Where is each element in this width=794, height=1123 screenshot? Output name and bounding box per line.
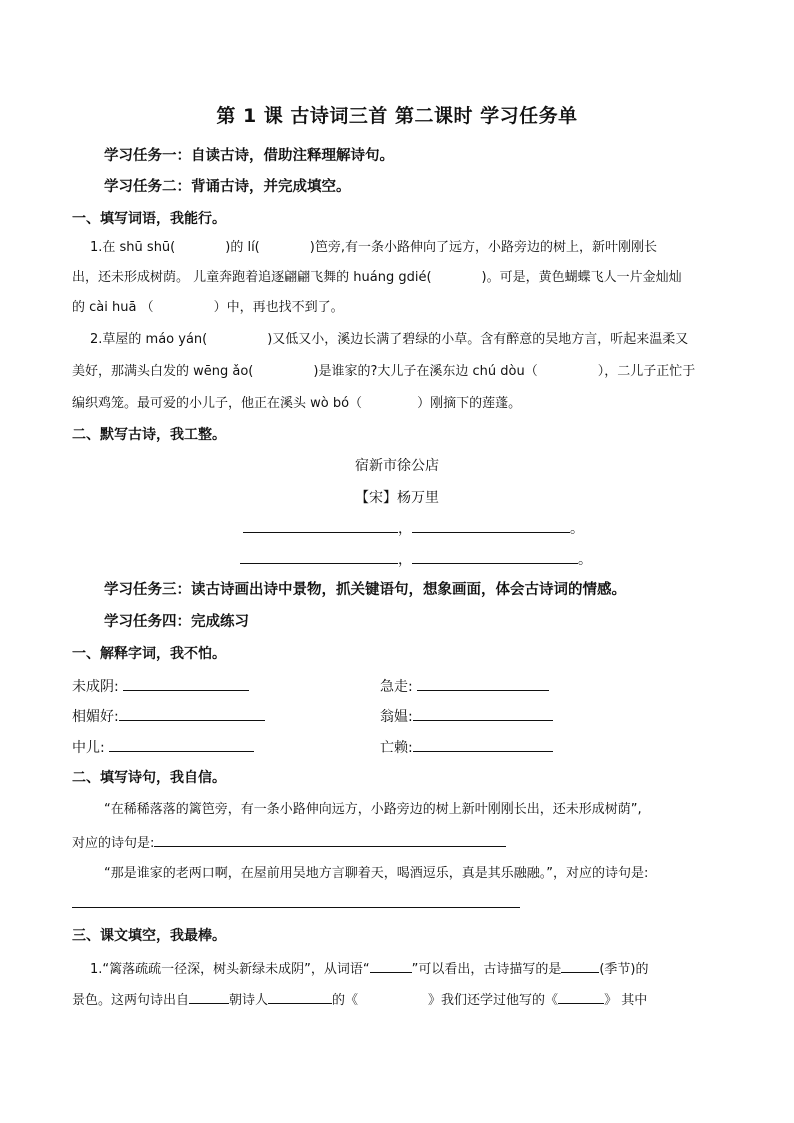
word-item-jizou bbox=[380, 676, 549, 697]
task-two: 学习任务二：背诵古诗，并完成填空。 bbox=[104, 179, 351, 195]
word-blank-1[interactable] bbox=[123, 676, 249, 691]
section-poem-heading: 二、默写古诗，我工整。 bbox=[72, 427, 226, 443]
word-label-6: 亡赖: bbox=[380, 740, 413, 756]
q3-line2 bbox=[72, 989, 647, 1011]
q3-text-g: 》我们还学过他写的《 bbox=[428, 993, 559, 1008]
q3-blank-poet[interactable] bbox=[268, 989, 332, 1004]
q3-text-b: ”可以看出，古诗描写的是 bbox=[411, 962, 562, 977]
q1-line2 bbox=[72, 268, 682, 288]
task-four: 学习任务四：完成练习 bbox=[104, 614, 249, 630]
poem-line1-blank-b[interactable] bbox=[412, 518, 570, 533]
word-blank-2[interactable] bbox=[417, 676, 549, 691]
q1-text-a: 1.在 shū shū( bbox=[90, 240, 176, 255]
poem-line2-blank-a[interactable] bbox=[240, 549, 398, 564]
q2-text-g: ）刚摘下的莲蓬。 bbox=[417, 396, 522, 411]
q1-text-g: ）中，再也找不到了。 bbox=[213, 300, 344, 315]
q3-line1 bbox=[90, 958, 649, 980]
q3-text-f: 的《 bbox=[332, 993, 359, 1008]
q3-blank-season[interactable] bbox=[561, 958, 599, 973]
q2-line2 bbox=[72, 362, 695, 382]
word-item-weichengyin bbox=[72, 676, 249, 697]
word-item-xiangmeihao bbox=[72, 706, 265, 727]
word-item-zhonger bbox=[72, 737, 254, 758]
q1-text-e: )。可是，黄色蝴蝶飞人一片金灿灿 bbox=[481, 270, 682, 285]
poem-line-1 bbox=[243, 518, 584, 539]
page-title: 第 1 课 古诗词三首 第二课时 学习任务单 bbox=[216, 105, 578, 127]
poem-author: 【宋】杨万里 bbox=[355, 490, 439, 506]
q2-text-a: 2.草屋的 máo yán( bbox=[90, 332, 208, 347]
fill1-blank[interactable] bbox=[154, 832, 506, 847]
fill1-prompt: “在稀稀落落的篱笆旁，有一条小路伸向远方，小路旁边的树上新叶刚刚长出，还未形成树荫”, bbox=[104, 802, 642, 817]
word-label-1: 未成阴: bbox=[72, 679, 119, 695]
task-three: 学习任务三：读古诗画出诗中景物，抓关键语句，想象画面，体会古诗词的情感。 bbox=[104, 582, 626, 598]
task-one: 学习任务一：自读古诗，借助注释理解诗句。 bbox=[104, 148, 394, 164]
q3-text-e: 朝诗人 bbox=[229, 993, 269, 1008]
q1-text-c: )笆旁,有一条小路伸向了远方，小路旁边的树上，新叶刚刚长 bbox=[309, 240, 657, 255]
word-item-wengao bbox=[380, 706, 553, 727]
q1-line1 bbox=[90, 238, 657, 258]
q3-text-a: 1.“篱落疏疏一径深，树头新绿未成阴”，从词语“ bbox=[90, 962, 370, 977]
fill1-answer-line bbox=[72, 832, 506, 854]
poem-line2-blank-b[interactable] bbox=[412, 549, 578, 564]
q3-text-h: 》 其中 bbox=[604, 993, 648, 1008]
q1-text-b: )的 lí( bbox=[225, 240, 260, 255]
word-label-5: 中儿: bbox=[72, 740, 105, 756]
q2-text-d: )是谁家的?大儿子在溪东边 chú dòu（ bbox=[313, 364, 538, 379]
q1-text-d: 出，还未形成树荫。 儿童奔跑着追逐翩翩飞舞的 huáng gdié( bbox=[72, 270, 432, 285]
poem-comma-2: ， bbox=[398, 552, 412, 568]
word-label-2: 急走: bbox=[380, 679, 413, 695]
q1-line3 bbox=[72, 298, 344, 318]
q3-blank-dynasty[interactable] bbox=[189, 989, 229, 1004]
section-fill-words-heading: 一、填写词语，我能行。 bbox=[72, 211, 226, 227]
poem-title: 宿新市徐公店 bbox=[355, 458, 439, 474]
q2-text-e: ），二儿子正忙于 bbox=[597, 364, 696, 379]
word-blank-3[interactable] bbox=[119, 706, 265, 721]
q3-text-d: 景色。这两句诗出自 bbox=[72, 993, 190, 1008]
q2-text-f: 编织鸡笼。最可爱的小儿子，他正在溪头 wò bó（ bbox=[72, 396, 363, 411]
word-label-3: 相媚好: bbox=[72, 709, 119, 725]
word-item-wanglai bbox=[380, 737, 553, 758]
word-blank-6[interactable] bbox=[413, 737, 553, 752]
section-explain-words-heading: 一、解释字词，我不怕。 bbox=[72, 646, 226, 662]
word-blank-4[interactable] bbox=[413, 706, 553, 721]
q3-text-c: (季节)的 bbox=[599, 962, 649, 977]
q2-line1 bbox=[90, 330, 688, 350]
poem-period-1: 。 bbox=[570, 521, 584, 537]
q2-line3 bbox=[72, 394, 521, 414]
q1-text-f: 的 cài huā （ bbox=[72, 300, 154, 315]
fill2-answer-line bbox=[72, 893, 520, 914]
q2-text-c: 美好，那满头白发的 wēng ǎo( bbox=[72, 364, 254, 379]
section-fill-lines-heading: 二、填写诗句，我自信。 bbox=[72, 770, 226, 786]
poem-period-2: 。 bbox=[578, 552, 592, 568]
section-text-fill-heading: 三、课文填空，我最棒。 bbox=[72, 928, 226, 944]
poem-comma-1: ， bbox=[398, 521, 412, 537]
poem-line-2 bbox=[240, 549, 592, 570]
q3-blank-word[interactable] bbox=[370, 958, 412, 973]
word-label-4: 翁媪: bbox=[380, 709, 413, 725]
fill2-blank[interactable] bbox=[72, 893, 520, 908]
q2-text-b: )又低又小，溪边长满了碧绿的小草。含有醉意的吴地方言，听起来温柔又 bbox=[267, 332, 689, 347]
word-blank-5[interactable] bbox=[109, 737, 254, 752]
fill2-prompt: “那是谁家的老两口啊，在屋前用吴地方言聊着天，喝酒逗乐，真是其乐融融。”，对应的诗句是: bbox=[104, 866, 649, 881]
poem-line1-blank-a[interactable] bbox=[243, 518, 398, 533]
q3-blank-other-poem[interactable] bbox=[558, 989, 604, 1004]
fill1-label: 对应的诗句是: bbox=[72, 836, 155, 851]
